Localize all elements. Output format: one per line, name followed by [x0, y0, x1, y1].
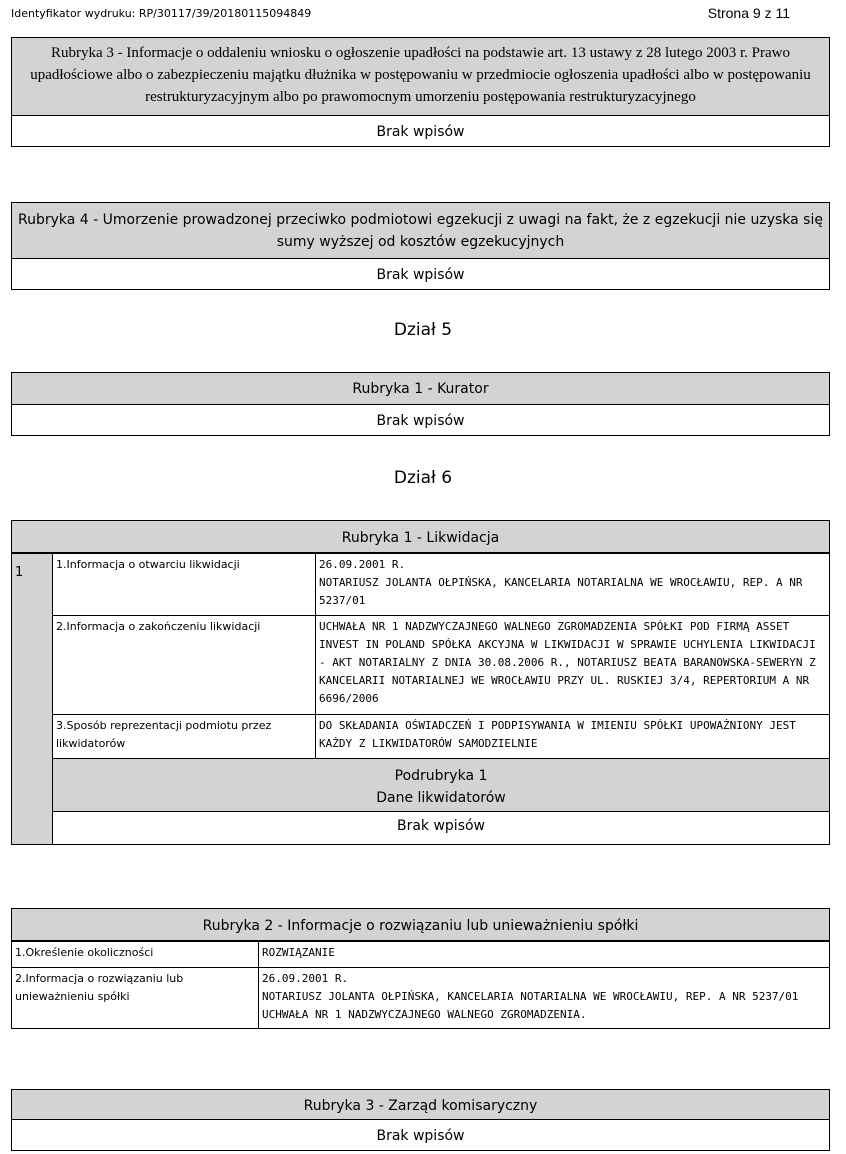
podrubryka-empty: Brak wpisów [53, 812, 830, 844]
field-value: DO SKŁADANIA OŚWIADCZEŃ I PODPISYWANIA W IMIENIU SPÓŁKI UPOWAŻNIONY JEST KAŻDY Z LIKWIDATORÓW SAMODZIELNIE [316, 715, 830, 759]
field-label: 3.Sposób reprezentacji podmiotu przez likwidatorów [53, 715, 316, 759]
entry-number: 1 [12, 554, 53, 844]
field-value: 26.09.2001 R. NOTARIUSZ JOLANTA OŁPIŃSKA, KANCELARIA NOTARIALNA WE WROCŁAWIU, REP. A NR 5237/01 [316, 554, 830, 616]
podrubryka-title: Podrubryka 1 [394, 768, 488, 784]
section-rubryka-3 [11, 37, 830, 147]
print-identifier: Identyfikator wydruku: RP/30117/39/20180115094849 [11, 7, 312, 20]
rubryka-4-empty: Brak wpisów [376, 267, 465, 283]
podrubryka-header [53, 759, 830, 812]
field-label: 2.Informacja o rozwiązaniu lub unieważnieniu spółki [12, 968, 259, 1028]
page-number: Strona 9 z 11 [707, 5, 790, 21]
section-likwidacja [11, 520, 830, 845]
kurator-empty: Brak wpisów [376, 413, 465, 429]
field-label: 2.Informacja o zakończeniu likwidacji [53, 616, 316, 715]
dzial-6-heading: Dział 6 [393, 468, 453, 488]
field-value: 26.09.2001 R. NOTARIUSZ JOLANTA OŁPIŃSKA, KANCELARIA NOTARIALNA WE WROCŁAWIU, REP. A NR 5237/01 UCHWAŁA NR 1 NADZWYCZAJNEGO WALNEGO ZGROMADZENIA. [259, 968, 830, 1028]
kurator-title: Rubryka 1 - Kurator [12, 373, 829, 405]
likwidacja-title: Rubryka 1 - Likwidacja [12, 521, 829, 553]
field-label: 1.Określenie okoliczności [12, 942, 259, 968]
rubryka-3-empty: Brak wpisów [376, 124, 465, 140]
rubryka-3-title: Rubryka 3 - Informacje o oddaleniu wniosku o ogłoszenie upadłości na podstawie art. 13 ustawy z 28 lutego 2003 r. Prawo upadłościowe albo o zabezpieczeniu majątku dłużnika w postępowaniu w przedmiocie ogłoszenia upadłości albo w postępowaniu restrukturyzacyjnym albo po prawomocnym umorzeniu postępowania restrukturyzacyjnego [12, 38, 829, 116]
field-value: ROZWIĄZANIE [259, 942, 830, 968]
podrubryka-subtitle: Dane likwidatorów [376, 790, 506, 806]
rozwiazanie-title: Rubryka 2 - Informacje o rozwiązaniu lub unieważnieniu spółki [12, 909, 829, 941]
dzial-5-heading: Dział 5 [393, 320, 453, 340]
section-rubryka-4 [11, 202, 830, 290]
section-zarzad-komisaryczny [11, 1089, 830, 1151]
zarzad-title: Rubryka 3 - Zarząd komisaryczny [12, 1090, 829, 1120]
section-rozwiazanie [11, 908, 830, 1029]
field-label: 1.Informacja o otwarciu likwidacji [53, 554, 316, 616]
zarzad-empty: Brak wpisów [376, 1128, 465, 1144]
rubryka-4-title: Rubryka 4 - Umorzenie prowadzonej przeciwko podmiotowi egzekucji z uwagi na fakt, że z egzekucji nie uzyska się sumy wyższej od kosztów egzekucyjnych [12, 203, 829, 259]
section-dzial5-rubryka-1 [11, 372, 830, 436]
field-value: UCHWAŁA NR 1 NADZWYCZAJNEGO WALNEGO ZGROMADZENIA SPÓŁKI POD FIRMĄ ASSET INVEST IN POLAND SPÓŁKA AKCYJNA W LIKWIDACJI W SPRAWIE UCHYLENIA LIKWIDACJI - AKT NOTARIALNY Z DNIA 30.08.2006 R., NOTARIUSZ BEATA BARANOWSKA-SEWERYN Z KANCELARII NOTARIALNEJ WE WROCŁAWIU PRZY UL. RUSKIEJ 3/4, REPERTORIUM A NR 6696/2006 [316, 616, 830, 715]
